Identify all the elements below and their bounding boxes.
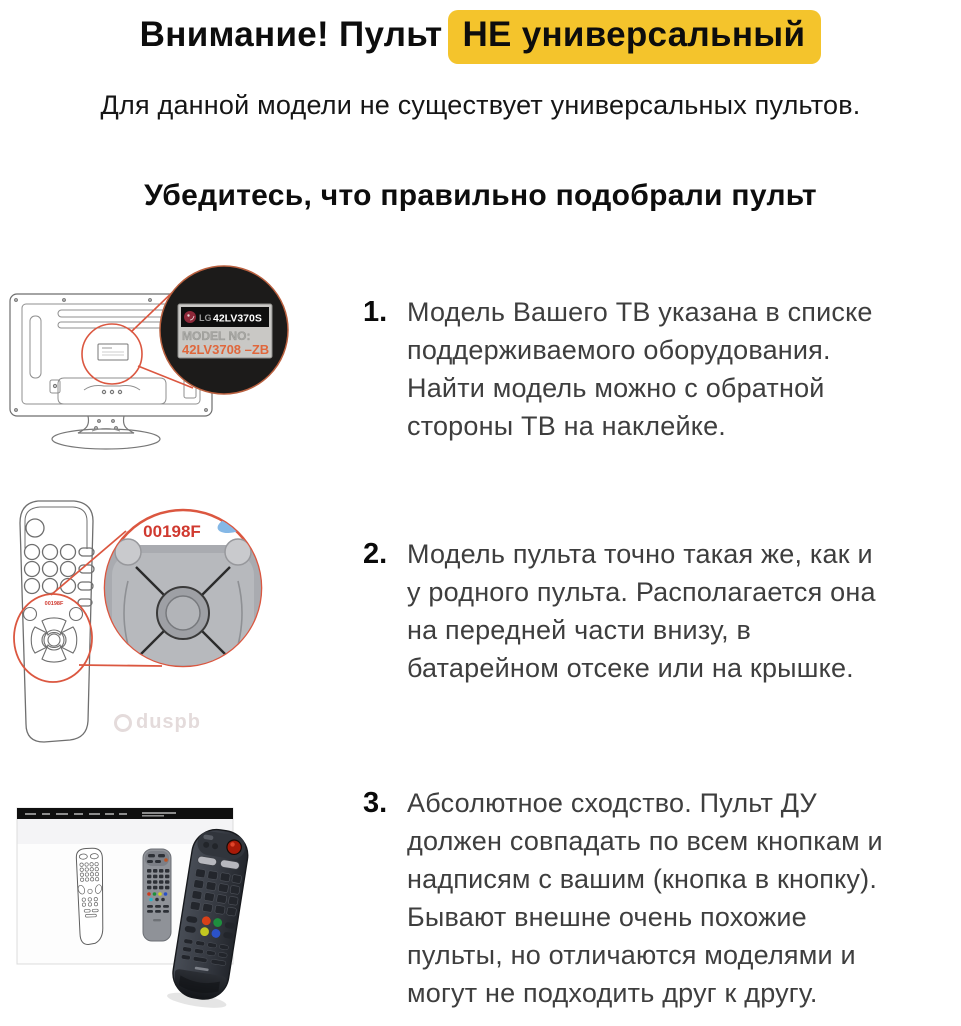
watermark-text: duspb (136, 711, 201, 733)
lg-logo-icon (184, 311, 196, 323)
page-title (0, 10, 961, 64)
section-heading: Убедитесь, что правильно подобрали пульт (144, 179, 817, 212)
step-3 (363, 784, 953, 1012)
step-2 (363, 535, 953, 687)
step-3-text: Абсолютное сходство. Пульт ДУ должен совпадать по всем кнопкам и надписям с вашим (кнопка в кнопку). Бывают внешне очень похожие пульты, но отличаются моделями и могут не подходить друг к другу. (407, 788, 883, 1008)
label-model-no-value: 42LV3708 –ZB (182, 342, 270, 357)
step-1-text: Модель Вашего ТВ указана в списке поддерживаемого оборудования. Найти модель можно с обратной стороны ТВ на наклейке. (407, 297, 873, 441)
website-screenshot (17, 808, 253, 1011)
label-model-no: MODEL NO: (182, 329, 251, 343)
page-title-highlight: НЕ универсальный (448, 10, 821, 64)
remote-outline-drawing (20, 501, 94, 742)
step-1 (363, 293, 953, 445)
page-title-prefix: Внимание! Пульт (139, 15, 443, 54)
step-2-text: Модель пульта точно такая же, как и у родного пульта. Располагается она на передней части внизу, в батарейном отсеке или на крышке. (407, 539, 876, 683)
label-magnifier-circle (160, 266, 288, 394)
watermark (114, 711, 201, 734)
label-brand: LG (199, 313, 212, 323)
step-1-number: 1. (363, 296, 388, 328)
code-magnifier-circle (104, 510, 262, 678)
page-subtitle: Для данной модели не существует универсальных пультов. (100, 90, 861, 120)
tv-back-figure (0, 258, 350, 475)
remote-code-large: 00198F (143, 522, 201, 541)
tv-model-label (178, 304, 272, 358)
label-model-top: 42LV370S (213, 312, 262, 325)
step-2-number: 2. (363, 538, 388, 570)
website-screenshot-figure (0, 786, 350, 1026)
remote-lineart (76, 848, 106, 945)
circle-o-icon (114, 714, 132, 732)
step-3-number: 3. (363, 787, 388, 819)
remote-code-small: 00198F (44, 601, 64, 607)
remote-gray (143, 849, 171, 941)
